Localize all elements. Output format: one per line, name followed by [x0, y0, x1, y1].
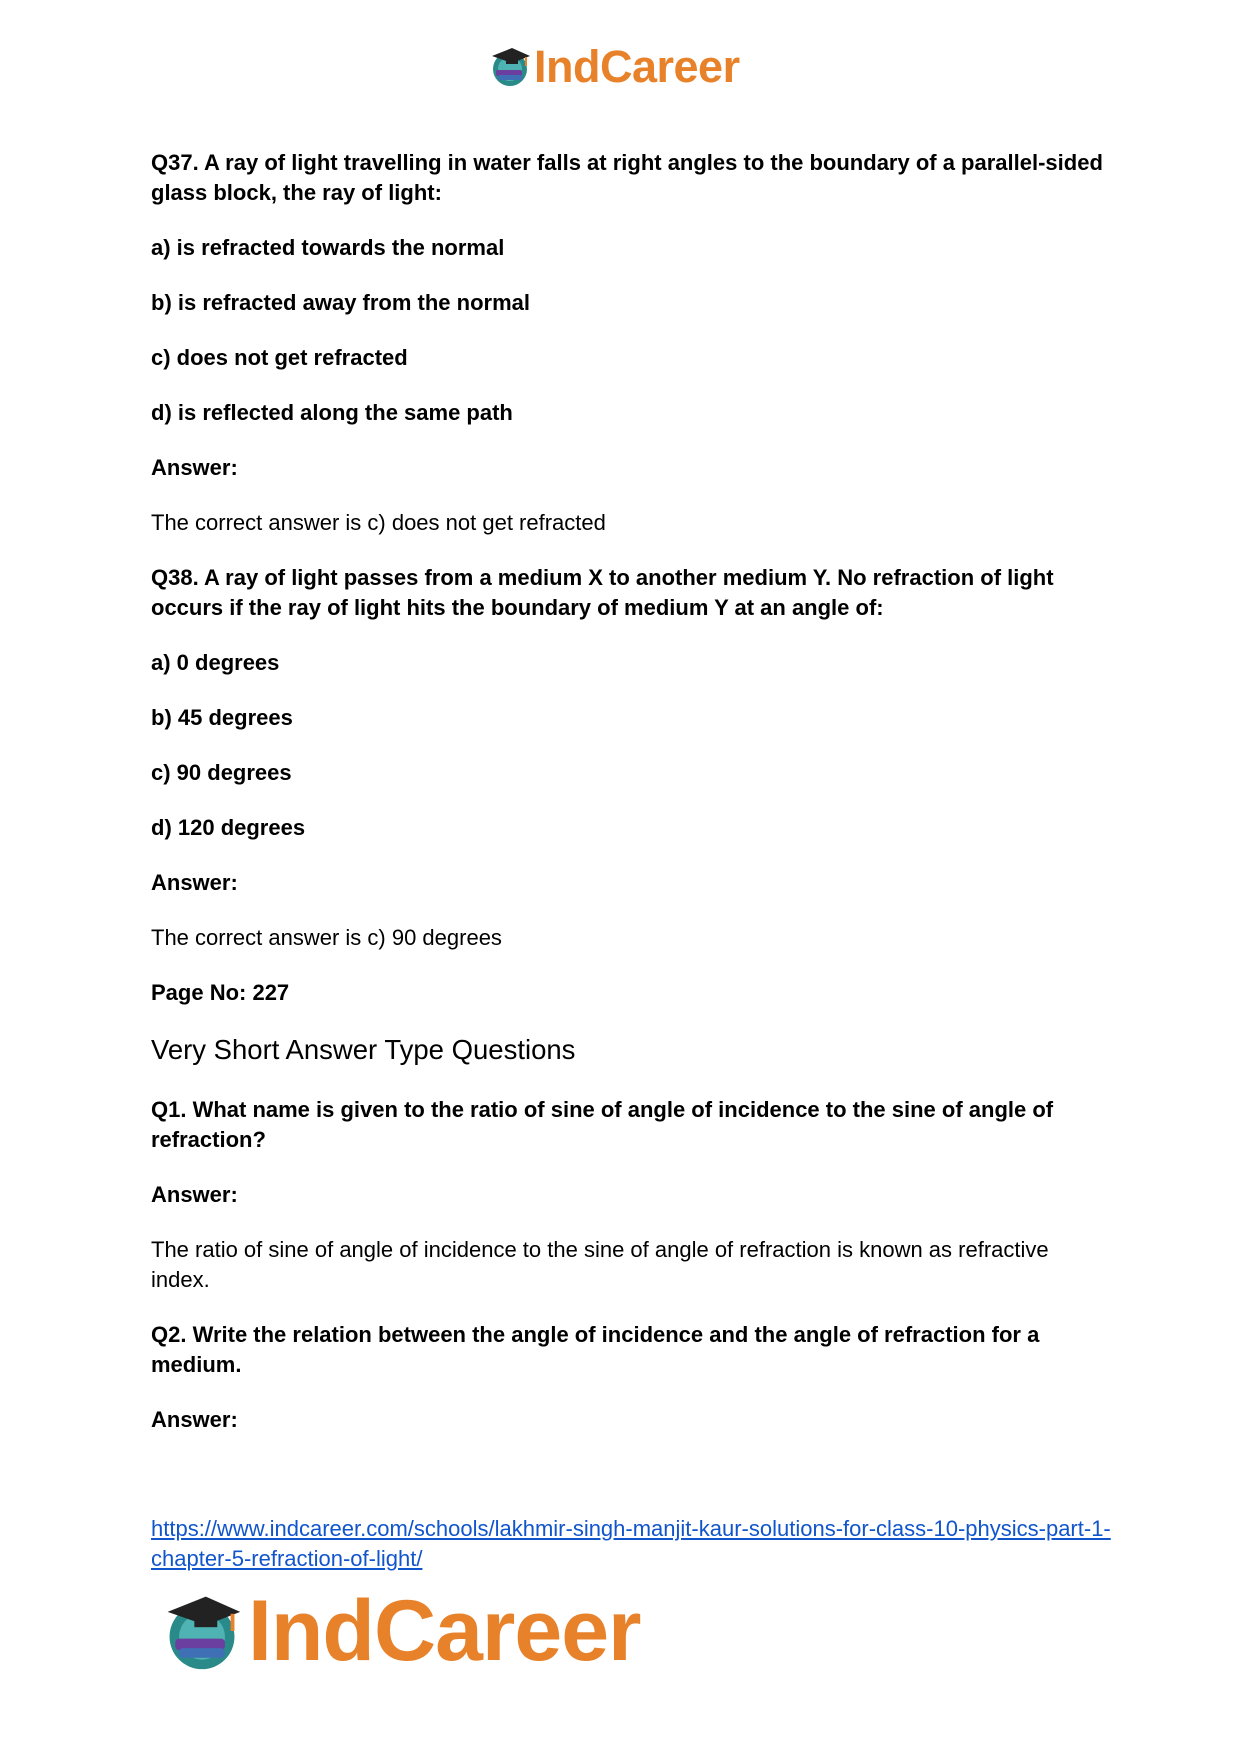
- answer-label-q2: Answer:: [151, 1407, 238, 1432]
- option-q37-c: c) does not get refracted: [151, 345, 408, 370]
- source-link[interactable]: https://www.indcareer.com/schools/lakhmir-singh-manjit-kaur-solutions-for-class-10-physics-part-1-chapter-5-refraction-of-light/: [151, 1516, 1111, 1571]
- graduation-globe-icon: [160, 1589, 244, 1673]
- footer-logo-text: IndCareer: [248, 1582, 641, 1679]
- answer-q38: The correct answer is c) 90 degrees: [151, 925, 502, 950]
- question-q2: Q2. Write the relation between the angle of incidence and the angle of refraction for a medium.: [151, 1322, 1040, 1377]
- document-body: [151, 148, 1111, 1460]
- answer-q1: The ratio of sine of angle of incidence to the sine of angle of refraction is known as refractive index.: [151, 1237, 1049, 1292]
- option-q37-a: a) is refracted towards the normal: [151, 235, 505, 260]
- option-q37-d: d) is reflected along the same path: [151, 400, 513, 425]
- answer-label-q37: Answer:: [151, 455, 238, 480]
- question-q37: Q37. A ray of light travelling in water falls at right angles to the boundary of a parallel-sided glass block, the ray of light:: [151, 150, 1103, 205]
- option-q38-d: d) 120 degrees: [151, 815, 306, 840]
- option-q38-c: c) 90 degrees: [151, 760, 292, 785]
- graduation-globe-icon: [488, 44, 532, 88]
- option-q38-b: b) 45 degrees: [151, 705, 293, 730]
- answer-q37: The correct answer is c) does not get refracted: [151, 510, 606, 535]
- header-logo: [488, 40, 740, 92]
- page-number: Page No: 227: [151, 980, 290, 1005]
- section-heading: Very Short Answer Type Questions: [151, 1034, 576, 1065]
- option-q38-a: a) 0 degrees: [151, 650, 280, 675]
- question-q1: Q1. What name is given to the ratio of sine of angle of incidence to the sine of angle of refraction?: [151, 1097, 1054, 1152]
- option-q37-b: b) is refracted away from the normal: [151, 290, 530, 315]
- header-logo-text: IndCareer: [534, 40, 740, 92]
- footer-logo: [160, 1583, 641, 1678]
- question-q38: Q38. A ray of light passes from a medium X to another medium Y. No refraction of light occurs if the ray of light hits the boundary of medium Y at an angle of:: [151, 565, 1054, 620]
- answer-label-q38: Answer:: [151, 870, 238, 895]
- answer-label-q1: Answer:: [151, 1182, 238, 1207]
